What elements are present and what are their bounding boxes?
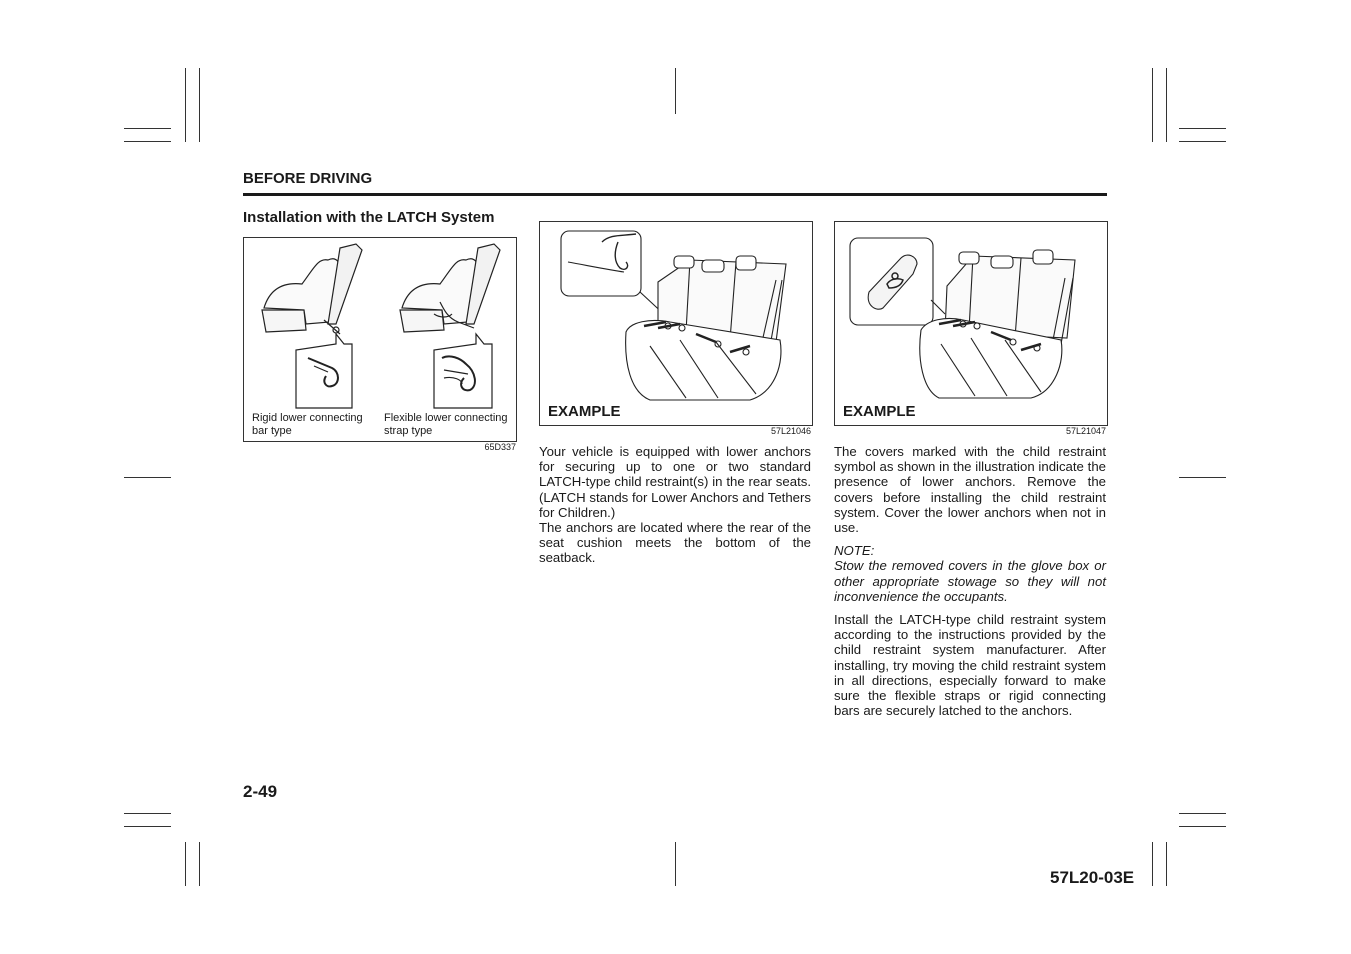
child-seat-illustration	[244, 238, 516, 418]
crop-mark	[185, 68, 186, 142]
crop-mark	[124, 141, 171, 142]
figure-anchor-covers	[834, 221, 1108, 426]
crop-mark	[199, 68, 200, 142]
figure-latch-connectors	[243, 237, 517, 442]
column-3-text	[834, 444, 1106, 718]
crop-mark	[1179, 813, 1226, 814]
crop-mark	[124, 813, 171, 814]
crop-mark	[1166, 68, 1167, 142]
crop-mark	[124, 826, 171, 827]
caption-line: Rigid lower connecting	[252, 412, 363, 424]
caption-flexible-strap	[384, 412, 508, 438]
crop-mark	[1166, 842, 1167, 886]
crop-mark	[675, 68, 676, 114]
crop-mark	[1179, 477, 1226, 478]
paragraph: The anchors are located where the rear of the seat cushion meets the bottom of the seatback.	[539, 520, 811, 566]
crop-mark	[1179, 826, 1226, 827]
caption-rigid-bar	[252, 412, 363, 438]
crop-mark	[1152, 68, 1153, 142]
crop-mark	[675, 842, 676, 886]
column-2-text	[539, 444, 811, 566]
subsection-title: Installation with the LATCH System	[243, 209, 495, 226]
section-header: BEFORE DRIVING	[243, 170, 373, 187]
crop-mark	[199, 842, 200, 886]
note-text: Stow the removed covers in the glove box or other appropriate stowage so they will not inconvenience the occupants.	[834, 558, 1106, 604]
figure-rear-seat-anchors	[539, 221, 813, 426]
crop-mark	[1152, 842, 1153, 886]
header-rule	[243, 193, 1107, 196]
example-label: EXAMPLE	[843, 403, 916, 420]
anchor-cover-illustration	[835, 222, 1107, 402]
figure-code: 65D337	[484, 442, 516, 452]
crop-mark	[1179, 141, 1226, 142]
figure-code: 57L21047	[1065, 426, 1106, 436]
figure-code: 57L21046	[770, 426, 811, 436]
page-number: 2-49	[243, 782, 278, 801]
document-code: 57L20-03E	[1050, 868, 1135, 887]
example-label: EXAMPLE	[548, 403, 621, 420]
crop-mark	[124, 128, 171, 129]
rear-seat-illustration	[540, 222, 812, 402]
caption-line: Flexible lower connecting	[384, 412, 508, 424]
crop-mark	[124, 477, 171, 478]
caption-line: bar type	[252, 425, 292, 437]
paragraph: Your vehicle is equipped with lower anchors for securing up to one or two standard LATCH-type child restraint(s) in the rear seats. (LATCH stands for Lower Anchors and Tethers for Children.)	[539, 444, 811, 520]
crop-mark	[185, 842, 186, 886]
caption-line: strap type	[384, 425, 433, 437]
paragraph: Install the LATCH-type child restraint system according to the instructions provided by the child restraint system manufacturer. After installing, try moving the child restraint system in all directions, especially forward to make sure the flexible straps or rigid connecting bars are securely latched to the anchors.	[834, 612, 1106, 719]
crop-mark	[1179, 128, 1226, 129]
note-label: NOTE:	[834, 543, 875, 559]
paragraph: The covers marked with the child restraint symbol as shown in the illustration indicate the presence of lower anchors. Remove the covers before installing the child restraint system. Cover the lower anchors when not in use.	[834, 444, 1106, 536]
